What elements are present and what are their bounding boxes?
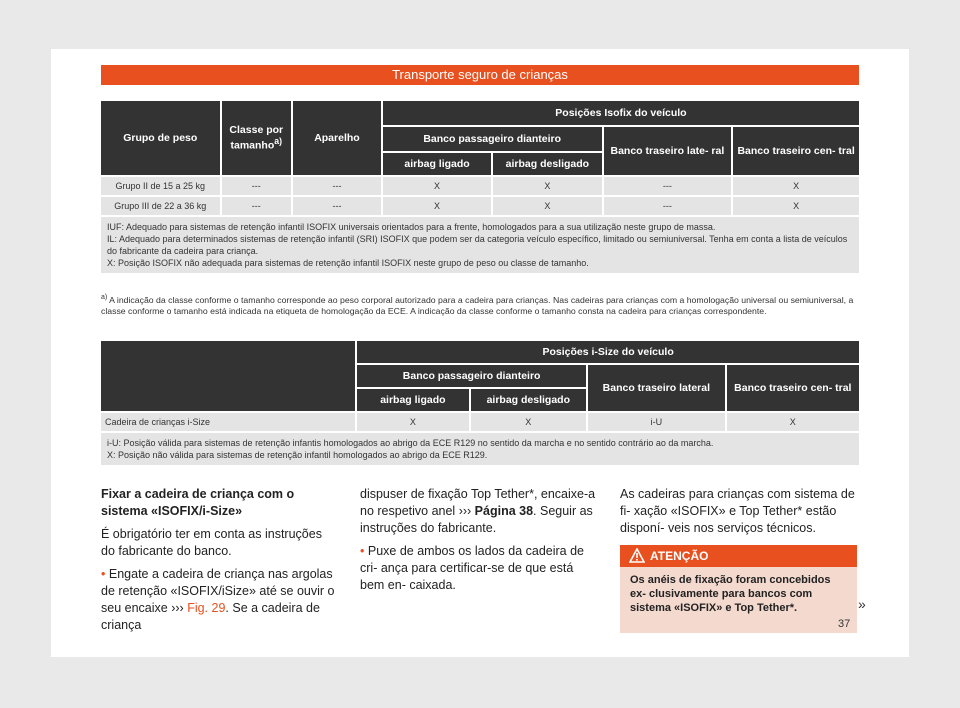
cell-airbag-on: X (383, 197, 491, 215)
cell-device: --- (293, 197, 381, 215)
header-airbag-on: airbag ligado (383, 153, 491, 175)
warning-box (620, 545, 857, 633)
header-isofix-positions: Posições Isofix do veículo (383, 101, 859, 125)
cell-group: Grupo III de 22 a 36 kg (101, 197, 220, 215)
header-front-passenger: Banco passageiro dianteiro (383, 127, 602, 151)
cell-group: Grupo II de 15 a 25 kg (101, 177, 220, 195)
legend-il: IL: Adequado para determinados sistemas de retenção infantil (SRI) ISOFIX que podem ser da categoria veículo específico, limitado ou semiuniversal. Tenha em conta a lista de veículos do fabricante da cadeira para criança. (107, 234, 848, 256)
instruction-1-continued: dispuser de fixação Top Tether*, encaixe-a no respetivo anel ››› Página 38. Seguir as instruções do fabricante. (360, 487, 596, 535)
legend-row (101, 217, 859, 273)
cell-device: --- (293, 177, 381, 195)
header-airbag-off: airbag desligado (493, 153, 601, 175)
section-heading: Fixar a cadeira de criança com o sistema «ISOFIX/i-Size» (101, 487, 295, 518)
legend-iuf: IUF: Adequado para sistemas de retenção infantil ISOFIX universais orientados para a frente, homologados para a sua utilização neste grupo de massa. (107, 222, 716, 232)
isofix-legend (101, 217, 859, 273)
table-row (101, 197, 859, 215)
cell-class: --- (222, 177, 291, 195)
column-2 (360, 486, 600, 600)
legend-x: X: Posição não válida para sistemas de retenção infantil homologados ao abrigo da ECE R129. (107, 450, 488, 460)
header-rear-side: Banco traseiro lateral (588, 365, 725, 411)
header-weight-group: Grupo de peso (101, 101, 220, 175)
continue-arrow-icon: » (858, 596, 866, 612)
cell-seat-label: Cadeira de crianças i-Size (101, 413, 355, 431)
header-airbag-off: airbag desligado (471, 389, 587, 411)
cell-rear-side: i-U (588, 413, 725, 431)
header-isize-positions: Posições i-Size do veículo (357, 341, 859, 363)
legend-x: X: Posição ISOFIX não adequada para sistemas de retenção infantil ISOFIX neste grupo de peso ou classe de tamanho. (107, 258, 589, 268)
cell-rear-side: --- (604, 197, 732, 215)
warning-text: Os anéis de fixação foram concebidos ex- clusivamente para bancos com sistema «ISOFIX» e Top Tether*. (620, 567, 857, 633)
cell-rear-center: X (727, 413, 859, 431)
table-row (101, 413, 859, 431)
page-number: 37 (838, 618, 851, 630)
bullet-icon: • (101, 567, 106, 581)
column-1 (101, 486, 339, 640)
header-device: Aparelho (293, 101, 381, 175)
header-rear-center: Banco traseiro cen- tral (733, 127, 859, 175)
ref-arrow: ››› (458, 504, 472, 518)
paragraph: É obrigatório ter em conta as instruções do fabricante do banco. (101, 527, 322, 558)
instruction-2: • Puxe de ambos os lados da cadeira de cri- ança para certificar-se de que está bem en- caixada. (360, 544, 584, 592)
legend-row (101, 433, 859, 465)
footnote-text: A indicação da classe conforme o tamanho corresponde ao peso corporal autorizado para a cadeira para crianças. Nas cadeiras para crianças com a homologação universal ou semiuniversal, a classe conforme o tamanho está indicada na etiqueta de homologação da ECE. A indicação da classe conforme o tamanho consta na cadeira para crianças correspondente. (101, 294, 854, 317)
paragraph: As cadeiras para crianças com sistema de fi- xação «ISOFIX» e Top Tether* estão disponí- veis nos serviços técnicos. (620, 487, 855, 535)
footnote (101, 292, 857, 318)
cell-airbag-on: X (383, 177, 491, 195)
warning-triangle-icon (629, 548, 645, 570)
bullet-icon: • (360, 544, 365, 558)
ref-arrow: ››› (171, 601, 184, 615)
isize-table (99, 339, 861, 467)
table-row (101, 177, 859, 195)
column-3 (620, 486, 858, 543)
warning-header (620, 545, 857, 567)
isize-legend (101, 433, 859, 465)
cell-rear-side: --- (604, 177, 732, 195)
page-link[interactable]: Página 38 (474, 504, 534, 518)
section-title: Transporte seguro de crianças (101, 65, 859, 85)
header-size-class: Classe por tamanho$^{a)}$ (222, 101, 291, 175)
instruction-1: • Engate a cadeira de criança nas argolas de retenção «ISOFIX/iSize» até se ouvir o seu encaixe ››› Fig. 29. Se a cadeira de criança (101, 567, 335, 632)
cell-airbag-off: X (493, 177, 601, 195)
cell-airbag-off: X (471, 413, 587, 431)
header-blank (101, 341, 355, 411)
cell-rear-center: X (733, 197, 859, 215)
header-rear-center: Banco traseiro cen- tral (727, 365, 859, 411)
cell-class: --- (222, 197, 291, 215)
header-front-passenger: Banco passageiro dianteiro (357, 365, 586, 387)
warning-title: ATENÇÃO (650, 549, 709, 563)
header-airbag-on: airbag ligado (357, 389, 468, 411)
footnote-marker: a) (101, 294, 108, 301)
header-rear-side: Banco traseiro late- ral (604, 127, 732, 175)
legend-iu: i-U: Posição válida para sistemas de retenção infantis homologados ao abrigo da ECE R129 no sentido da marcha e no sentido contrário ao da marcha. (107, 438, 714, 448)
cell-airbag-on: X (357, 413, 468, 431)
figure-link[interactable]: Fig. 29 (187, 601, 226, 615)
isofix-table (99, 99, 861, 275)
cell-airbag-off: X (493, 197, 601, 215)
cell-rear-center: X (733, 177, 859, 195)
